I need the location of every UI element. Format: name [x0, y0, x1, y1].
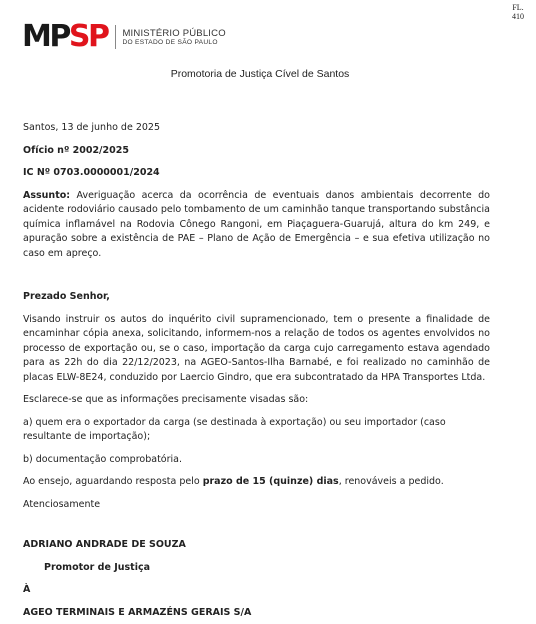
subject	[23, 189, 490, 262]
closing-post: , renováveis a pedido.	[338, 476, 444, 487]
signer-title: Promotor de Justiça	[44, 561, 151, 573]
page-number-label: FL.	[512, 3, 524, 12]
regards: Atenciosamente	[23, 498, 101, 510]
mpsp-logo	[22, 19, 108, 54]
office-title: Promotoria de Justiça Cível de Santos	[170, 68, 350, 80]
oficio-number: Ofício nº 2002/2025	[23, 144, 129, 156]
place-date: Santos, 13 de junho de 2025	[23, 122, 161, 133]
item-a: a) quem era o exportador da carga (se destinada à exportação) ou seu importador (caso resultante de importação);	[23, 416, 446, 442]
page-number-value: 410	[512, 12, 524, 21]
ministry-name	[122, 28, 225, 47]
addressee-prefix: À	[23, 584, 31, 595]
closing-pre: Ao ensejo, aguardando resposta pelo	[23, 476, 203, 487]
ministry-line2: DO ESTADO DE SÃO PAULO	[122, 38, 218, 46]
ministry-line1: MINISTÉRIO PÚBLICO	[122, 27, 226, 39]
letter-body	[23, 121, 490, 620]
signer-name: ADRIANO ANDRADE DE SOUZA	[23, 539, 186, 550]
clarification: Esclarece-se que as informações precisamente visadas são:	[23, 394, 309, 405]
closing-deadline: prazo de 15 (quinze) dias	[202, 476, 339, 487]
logo-divider	[115, 25, 116, 49]
ic-number: IC Nº 0703.0000001/2024	[23, 167, 160, 178]
logo-mp: MP	[22, 19, 69, 54]
body-paragraph: Visando instruir os autos do inquérito civil supramencionado, tem o presente a finalidade de encaminhar cópia anexa, solicitando, informem-nos a relação de todos os agentes envolvidos no processo de exportação ou, se o caso, importação da carga cujo carregamento estava agendado para as 22h do dia 22/12/2023, na AGEO-Santos-Ilha Barnabé, e foi realizado no caminhão de placas ELW-8E24, conduzido por Laercio Gindro, que era subcontratado da HPA Transportes Ltda.	[23, 313, 490, 383]
subject-label: Assunto:	[23, 189, 71, 201]
recipient: AGEO TERMINAIS E ARMAZÉNS GERAIS S/A	[23, 606, 252, 618]
item-b: b) documentação comprobatória.	[23, 453, 182, 465]
closing	[23, 475, 490, 490]
subject-text: Averiguação acerca da ocorrência de eventuais danos ambientais decorrente do acidente rodoviário causado pelo tombamento de um caminhão tanque transportando substância química inflamável na Rodovia Cônego Rangoni, em Piaçaguera-Guarujá, altura do km 249, e apuração sobre a existência de PAE – Plano de Ação de Emergência – e sua efetiva utilização no caso em apreço.	[23, 189, 490, 259]
greeting: Prezado Senhor,	[23, 291, 110, 302]
logo-sp: SP	[68, 19, 108, 54]
page-number	[512, 3, 524, 21]
letterhead	[22, 19, 226, 54]
